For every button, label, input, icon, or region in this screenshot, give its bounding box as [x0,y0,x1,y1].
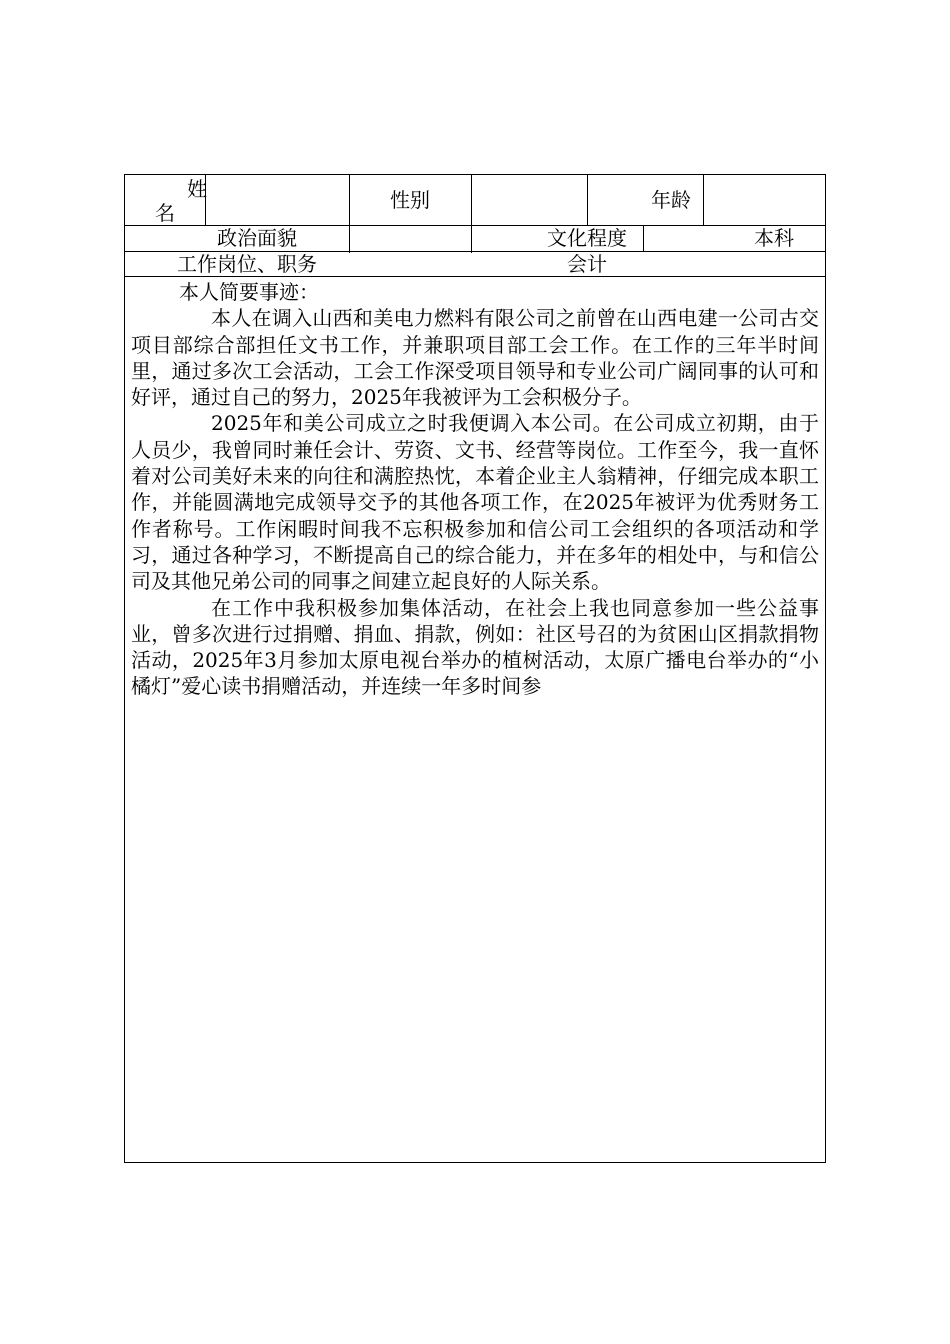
name-label [125,175,205,225]
summary-paragraph-2: 2025年和美公司成立之时我便调入本公司。在公司成立初期，由于人员少，我曾同时兼任会计、劳资、文书、经营等岗位。工作至今，我一直怀着对公司美好未来的向往和满腔热忱，本着企业主人翁精神，仔细完成本职工作，并能圆满地完成领导交予的其他各项工作，在2025年被评为优秀财务工作者称号。工作闲暇时间我不忘积极参加和信公司工会组织的各项活动和学习，通过各种学习，不断提高自己的综合能力，并在多年的相处中，与和信公司及其他兄弟公司的同事之间建立起良好的人际关系。 [131,411,819,594]
summary-heading: 本人简要事迹： [179,280,319,304]
summary-paragraph-3: 在工作中我积极参加集体活动，在社会上我也同意参加一些公益事业，曾多次进行过捐赠、捐血、捐款，例如：社区号召的为贫困山区捐款捐物活动，2025年3月参加太原电视台举办的植树活动，太原广播电台举办的“小橘灯”爱心读书捐赠活动，并连续一年多时间参 [131,595,819,699]
divider [125,276,825,277]
gender-value[interactable] [471,175,587,225]
position-label: 工作岗位、职务 [177,252,317,276]
personal-info-form [124,174,826,1163]
education-label: 文化程度 [547,226,627,250]
education-value[interactable]: 本科 [754,226,794,250]
position-value[interactable]: 会计 [567,252,607,276]
name-label-char-2: 名 [155,201,175,225]
political-value[interactable] [349,226,471,250]
summary-paragraph-1: 本人在调入山西和美电力燃料有限公司之前曾在山西电建一公司古交项目部综合部担任文书工作，并兼职项目部工会工作。在工作的三年半时间里，通过多次工会活动，工会工作深受项目领导和专业公司广阔同事的认可和好评，通过自己的努力，2025年我被评为工会积极分子。 [131,306,819,410]
age-value[interactable] [703,175,825,225]
gender-label: 性别 [390,188,430,212]
name-value[interactable] [205,175,349,225]
political-label: 政治面貌 [217,226,297,250]
name-label-char-1: 姓 [187,177,207,201]
age-label: 年龄 [651,188,691,212]
summary-section [131,279,819,700]
